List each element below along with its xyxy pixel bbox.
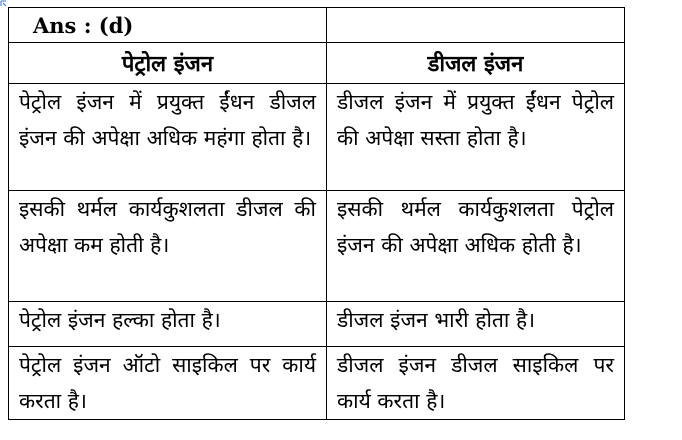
answer-empty-cell [327, 8, 625, 43]
table-row [9, 347, 625, 420]
petrol-cell: इसकी थर्मल कार्यकुशलता डीजल की अपेक्षा कम होती है। [9, 191, 327, 302]
diesel-cell: डीजल इंजन भारी होता है। [327, 302, 625, 347]
diesel-engine-header: डीजल इंजन [327, 43, 625, 84]
table-row [9, 191, 625, 302]
diesel-cell: डीजल इंजन डीजल साइकिल पर कार्य करता है। [327, 347, 625, 420]
petrol-cell: पेट्रोल इंजन में प्रयुक्त ईंधन डीजल इंजन की अपेक्षा अधिक महंगा होता है। [9, 84, 327, 191]
diesel-cell: इसकी थर्मल कार्यकुशलता पेट्रोल इंजन की अपेक्षा अधिक होती है। [327, 191, 625, 302]
answer-cell [9, 8, 327, 43]
table-row [9, 84, 625, 191]
corner-anchor-icon [0, 0, 8, 8]
diesel-cell: डीजल इंजन में प्रयुक्त ईंधन पेट्रोल की अपेक्षा सस्ता होता है। [327, 84, 625, 191]
header-row [9, 43, 625, 84]
comparison-table [8, 7, 625, 420]
table-row [9, 302, 625, 347]
petrol-cell: पेट्रोल इंजन हल्का होता है। [9, 302, 327, 347]
petrol-cell: पेट्रोल इंजन ऑटो साइकिल पर कार्य करता है। [9, 347, 327, 420]
answer-label: Ans : (d) [33, 12, 134, 38]
petrol-engine-header: पेट्रोल इंजन [9, 43, 327, 84]
answer-row [9, 8, 625, 43]
